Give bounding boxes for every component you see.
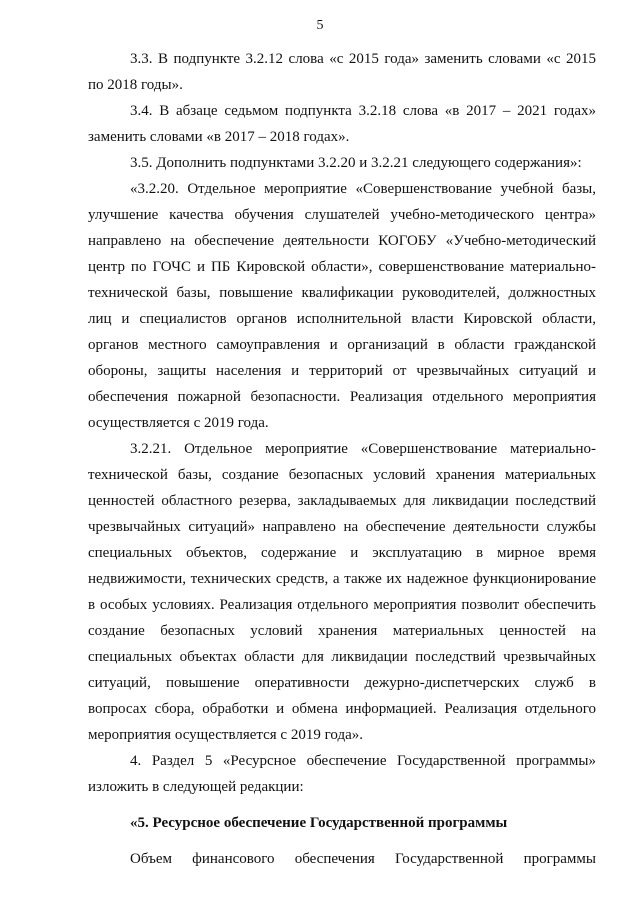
paragraph-3-5: 3.5. Дополнить подпунктами 3.2.20 и 3.2.21 следующего содержания»:: [130, 155, 582, 171]
section-5-heading: «5. Ресурсное обеспечение Государственной программы: [130, 815, 508, 831]
paragraph-3-3: 3.3. В подпункте 3.2.12 слова «с 2015 года» заменить словами «с 2015 по 2018 годы».: [88, 51, 596, 93]
page-number: 5: [316, 18, 324, 33]
paragraph-3-2-20: «3.2.20. Отдельное мероприятие «Совершенствование учебной базы, улучшение качества обучения слушателей учебно-методического центра» направлено на обеспечение деятельности КОГОБУ «Учебно-методический центр по ГОЧС и ПБ Кировской области», совершенствование материально-технической базы, повышение квалификации руководителей, должностных лиц и специалистов органов исполнительной власти Кировской области, органов местного самоуправления и организаций в области гражданской обороны, защиты населения и территорий от чрезвычайных ситуаций и обеспечения пожарной безопасности. Реализация отдельного мероприятия осуществляется с 2019 года.: [88, 181, 596, 431]
paragraph-volume-start: Объем финансового обеспечения Государственной программы: [130, 851, 596, 867]
paragraph-3-4: 3.4. В абзаце седьмом подпункта 3.2.18 слова «в 2017 – 2021 годах» заменить словами «в 2017 – 2018 годах».: [88, 103, 596, 145]
paragraph-3-2-21: 3.2.21. Отдельное мероприятие «Совершенствование материально-технической базы, создание безопасных условий хранения материальных ценностей областного резерва, закладываемых для ликвидации последствий чрезвычайных ситуаций» направлено на обеспечение деятельности службы специальных объектов, содержание и эксплуатацию в мирное время недвижимости, технических средств, а также их надежное функционирование в особых условиях. Реализация отдельного мероприятия позволит обеспечить создание безопасных условий хранения материальных ценностей на специальных объектах области для ликвидации последствий чрезвычайных ситуаций, повышение оперативности дежурно-диспетчерских служб в вопросах сбора, обработки и обмена информацией. Реализация отдельного мероприятия осуществляется с 2019 года».: [88, 441, 596, 743]
document-body: [88, 46, 596, 872]
paragraph-4: 4. Раздел 5 «Ресурсное обеспечение Государственной программы» изложить в следующей редакции:: [88, 753, 596, 795]
